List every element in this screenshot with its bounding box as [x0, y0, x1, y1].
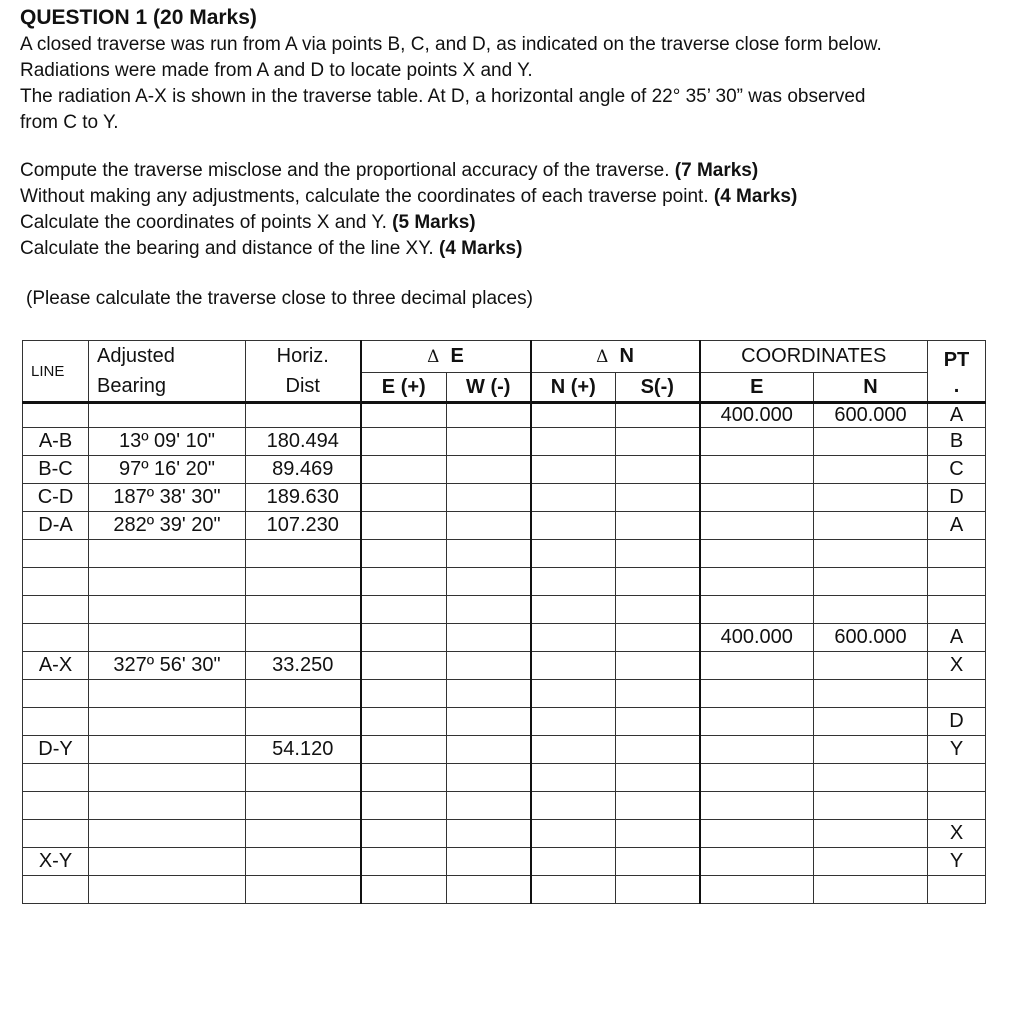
line-cell	[23, 403, 89, 428]
w-minus-cell	[447, 820, 531, 848]
task-marks: (4 Marks)	[713, 186, 798, 207]
dist-cell	[246, 848, 361, 876]
question-title: QUESTION 1 (20 Marks)	[20, 6, 257, 29]
delta-e-header: Δ E	[361, 341, 531, 373]
pt-cell	[928, 792, 986, 820]
coord-n-cell	[814, 820, 928, 848]
line-cell: D-Y	[23, 736, 89, 764]
coord-e-cell	[700, 652, 814, 680]
line-cell	[23, 708, 89, 736]
e-plus-cell	[361, 736, 447, 764]
coord-e-cell	[700, 512, 814, 540]
pt-cell: D	[928, 484, 986, 512]
table-row	[23, 624, 986, 652]
dist-cell: 180.494	[246, 428, 361, 456]
n-plus-cell	[531, 736, 616, 764]
delta-n-header: Δ N	[531, 341, 700, 373]
s-minus-cell	[616, 876, 700, 904]
task-marks: (4 Marks)	[439, 238, 523, 259]
dist-cell	[246, 820, 361, 848]
task-item: Compute the traverse misclose and the proportional accuracy of the traverse. (7 Marks)	[20, 160, 759, 181]
s-minus-cell	[616, 568, 700, 596]
n-plus-cell	[531, 456, 616, 484]
precision-note: (Please calculate the traverse close to three decimal places)	[26, 288, 533, 309]
w-minus-header: W (-)	[447, 373, 531, 403]
coord-e-cell	[700, 792, 814, 820]
task-item: Calculate the coordinates of points X and Y. (5 Marks)	[20, 212, 476, 233]
e-plus-cell	[361, 792, 447, 820]
coord-n-cell: 600.000	[814, 403, 928, 428]
w-minus-cell	[447, 624, 531, 652]
coord-n-cell	[814, 512, 928, 540]
line-cell: A-B	[23, 428, 89, 456]
bearing-cell	[89, 624, 246, 652]
coord-e-cell	[700, 848, 814, 876]
e-plus-cell	[361, 403, 447, 428]
pt-cell: C	[928, 456, 986, 484]
table-row	[23, 456, 986, 484]
e-plus-cell	[361, 624, 447, 652]
coord-n-cell	[814, 792, 928, 820]
dist-cell	[246, 792, 361, 820]
pt-header: PT .	[928, 341, 986, 403]
dist-cell: 54.120	[246, 736, 361, 764]
coord-n-cell	[814, 848, 928, 876]
coord-e-cell: 400.000	[700, 403, 814, 428]
bearing-cell	[89, 792, 246, 820]
line-cell	[23, 876, 89, 904]
dist-cell: 89.469	[246, 456, 361, 484]
pt-cell: Y	[928, 848, 986, 876]
w-minus-cell	[447, 736, 531, 764]
pt-cell: Y	[928, 736, 986, 764]
n-plus-cell	[531, 848, 616, 876]
table-row	[23, 792, 986, 820]
intro-line: Radiations were made from A and D to locate points X and Y.	[20, 60, 533, 81]
table-row	[23, 708, 986, 736]
dist-cell	[246, 596, 361, 624]
line-cell	[23, 624, 89, 652]
coord-n-cell	[814, 428, 928, 456]
w-minus-cell	[447, 792, 531, 820]
w-minus-cell	[447, 540, 531, 568]
line-header: LINE	[23, 341, 89, 403]
n-plus-cell	[531, 568, 616, 596]
table-row	[23, 820, 986, 848]
w-minus-cell	[447, 680, 531, 708]
bearing-cell: 327º 56' 30"	[89, 652, 246, 680]
line-cell	[23, 680, 89, 708]
header-row-2	[23, 373, 986, 403]
n-plus-cell	[531, 876, 616, 904]
dist-header: Dist	[246, 373, 361, 403]
e-plus-cell	[361, 456, 447, 484]
e-plus-cell	[361, 568, 447, 596]
pt-cell	[928, 876, 986, 904]
n-plus-cell	[531, 624, 616, 652]
line-cell: C-D	[23, 484, 89, 512]
coord-n-cell: 600.000	[814, 624, 928, 652]
line-cell: A-X	[23, 652, 89, 680]
pt-cell	[928, 764, 986, 792]
line-cell: X-Y	[23, 848, 89, 876]
coord-e-cell	[700, 764, 814, 792]
bearing-cell: 282º 39' 20"	[89, 512, 246, 540]
table-row	[23, 540, 986, 568]
coord-n-cell	[814, 540, 928, 568]
s-minus-cell	[616, 820, 700, 848]
s-minus-cell	[616, 540, 700, 568]
n-plus-cell	[531, 680, 616, 708]
coord-n-cell	[814, 484, 928, 512]
w-minus-cell	[447, 708, 531, 736]
e-plus-cell	[361, 596, 447, 624]
task-marks: (5 Marks)	[392, 212, 476, 233]
bearing-cell	[89, 708, 246, 736]
s-minus-cell	[616, 596, 700, 624]
coord-n-cell	[814, 876, 928, 904]
s-minus-cell	[616, 624, 700, 652]
coord-e-cell	[700, 708, 814, 736]
coord-n-cell	[814, 456, 928, 484]
traverse-table	[22, 340, 986, 904]
intro-line: A closed traverse was run from A via points B, C, and D, as indicated on the traverse close form below.	[20, 34, 882, 55]
dist-cell: 107.230	[246, 512, 361, 540]
coord-n-cell	[814, 596, 928, 624]
line-cell	[23, 596, 89, 624]
n-plus-cell	[531, 428, 616, 456]
n-plus-cell	[531, 512, 616, 540]
s-minus-cell	[616, 403, 700, 428]
coordinates-header: COORDINATES	[700, 341, 928, 373]
pt-cell	[928, 596, 986, 624]
n-plus-cell	[531, 820, 616, 848]
coord-e-cell	[700, 540, 814, 568]
dist-cell	[246, 708, 361, 736]
pt-cell: A	[928, 512, 986, 540]
table-row	[23, 876, 986, 904]
coord-n-cell	[814, 736, 928, 764]
task-list	[20, 158, 1020, 262]
n-plus-cell	[531, 792, 616, 820]
line-cell: D-A	[23, 512, 89, 540]
s-minus-cell	[616, 792, 700, 820]
bearing-cell: 187º 38' 30"	[89, 484, 246, 512]
pt-cell: A	[928, 403, 986, 428]
s-minus-cell	[616, 848, 700, 876]
w-minus-cell	[447, 876, 531, 904]
w-minus-cell	[447, 512, 531, 540]
bearing-header: Bearing	[89, 373, 246, 403]
pt-cell	[928, 540, 986, 568]
coord-e-cell	[700, 680, 814, 708]
s-minus-cell	[616, 680, 700, 708]
s-minus-cell	[616, 652, 700, 680]
table-row	[23, 403, 986, 428]
w-minus-cell	[447, 764, 531, 792]
e-plus-cell	[361, 820, 447, 848]
dist-cell	[246, 568, 361, 596]
table-row	[23, 428, 986, 456]
bearing-cell	[89, 820, 246, 848]
line-cell	[23, 792, 89, 820]
question-intro	[20, 32, 1020, 136]
s-minus-header: S(-)	[616, 373, 700, 403]
s-minus-cell	[616, 484, 700, 512]
table-row	[23, 512, 986, 540]
dist-cell	[246, 403, 361, 428]
dist-cell	[246, 764, 361, 792]
w-minus-cell	[447, 652, 531, 680]
line-cell	[23, 820, 89, 848]
w-minus-cell	[447, 403, 531, 428]
coord-n-cell	[814, 708, 928, 736]
n-plus-cell	[531, 484, 616, 512]
coord-n-cell	[814, 652, 928, 680]
pt-cell	[928, 680, 986, 708]
e-plus-cell	[361, 848, 447, 876]
line-cell	[23, 568, 89, 596]
dist-cell	[246, 680, 361, 708]
line-cell	[23, 540, 89, 568]
coord-e-cell	[700, 820, 814, 848]
w-minus-cell	[447, 568, 531, 596]
header-row-1	[23, 341, 986, 373]
task-item: Calculate the bearing and distance of the line XY. (4 Marks)	[20, 238, 523, 259]
w-minus-cell	[447, 484, 531, 512]
table-row	[23, 680, 986, 708]
s-minus-cell	[616, 512, 700, 540]
e-plus-cell	[361, 652, 447, 680]
e-plus-cell	[361, 708, 447, 736]
bearing-header: Adjusted	[89, 341, 246, 373]
bearing-cell	[89, 736, 246, 764]
e-plus-cell	[361, 680, 447, 708]
dist-cell	[246, 876, 361, 904]
task-marks: (7 Marks)	[674, 160, 759, 181]
e-plus-header: E (+)	[361, 373, 447, 403]
coord-e-cell: 400.000	[700, 624, 814, 652]
dist-cell	[246, 624, 361, 652]
e-plus-cell	[361, 428, 447, 456]
coord-e-cell	[700, 876, 814, 904]
w-minus-cell	[447, 456, 531, 484]
bearing-cell	[89, 848, 246, 876]
s-minus-cell	[616, 708, 700, 736]
line-cell: B-C	[23, 456, 89, 484]
e-plus-cell	[361, 512, 447, 540]
bearing-cell	[89, 680, 246, 708]
pt-cell: X	[928, 652, 986, 680]
coord-e-cell	[700, 456, 814, 484]
dist-cell: 33.250	[246, 652, 361, 680]
bearing-cell: 13º 09' 10"	[89, 428, 246, 456]
bearing-cell	[89, 876, 246, 904]
dist-cell: 189.630	[246, 484, 361, 512]
intro-line: The radiation A-X is shown in the traverse table. At D, a horizontal angle of 22° 35’ 30” was observed	[20, 86, 866, 107]
e-plus-cell	[361, 876, 447, 904]
table-row	[23, 484, 986, 512]
s-minus-cell	[616, 736, 700, 764]
n-plus-cell	[531, 708, 616, 736]
bearing-cell: 97º 16' 20"	[89, 456, 246, 484]
coord-e-cell	[700, 568, 814, 596]
bearing-cell	[89, 764, 246, 792]
pt-cell: B	[928, 428, 986, 456]
coord-n-header: N	[814, 373, 928, 403]
s-minus-cell	[616, 764, 700, 792]
table-row	[23, 736, 986, 764]
pt-cell: D	[928, 708, 986, 736]
table-row	[23, 568, 986, 596]
table-row	[23, 764, 986, 792]
n-plus-cell	[531, 540, 616, 568]
bearing-cell	[89, 596, 246, 624]
coord-e-cell	[700, 596, 814, 624]
w-minus-cell	[447, 848, 531, 876]
s-minus-cell	[616, 456, 700, 484]
coord-n-cell	[814, 680, 928, 708]
e-plus-cell	[361, 484, 447, 512]
pt-cell	[928, 568, 986, 596]
bearing-cell	[89, 568, 246, 596]
w-minus-cell	[447, 428, 531, 456]
bearing-cell	[89, 540, 246, 568]
w-minus-cell	[447, 596, 531, 624]
coord-n-cell	[814, 764, 928, 792]
pt-cell: A	[928, 624, 986, 652]
intro-line: from C to Y.	[20, 112, 119, 133]
n-plus-cell	[531, 652, 616, 680]
s-minus-cell	[616, 428, 700, 456]
table-row	[23, 596, 986, 624]
n-plus-cell	[531, 764, 616, 792]
e-plus-cell	[361, 764, 447, 792]
coord-e-cell	[700, 736, 814, 764]
bearing-cell	[89, 403, 246, 428]
table-row	[23, 848, 986, 876]
coord-e-cell	[700, 428, 814, 456]
n-plus-cell	[531, 403, 616, 428]
line-cell	[23, 764, 89, 792]
task-item: Without making any adjustments, calculate the coordinates of each traverse point. (4 Marks)	[20, 186, 798, 207]
n-plus-header: N (+)	[531, 373, 616, 403]
table-row	[23, 652, 986, 680]
coord-e-header: E	[700, 373, 814, 403]
coord-n-cell	[814, 568, 928, 596]
dist-cell	[246, 540, 361, 568]
n-plus-cell	[531, 596, 616, 624]
coord-e-cell	[700, 484, 814, 512]
e-plus-cell	[361, 540, 447, 568]
pt-cell: X	[928, 820, 986, 848]
dist-header: Horiz.	[246, 341, 361, 373]
